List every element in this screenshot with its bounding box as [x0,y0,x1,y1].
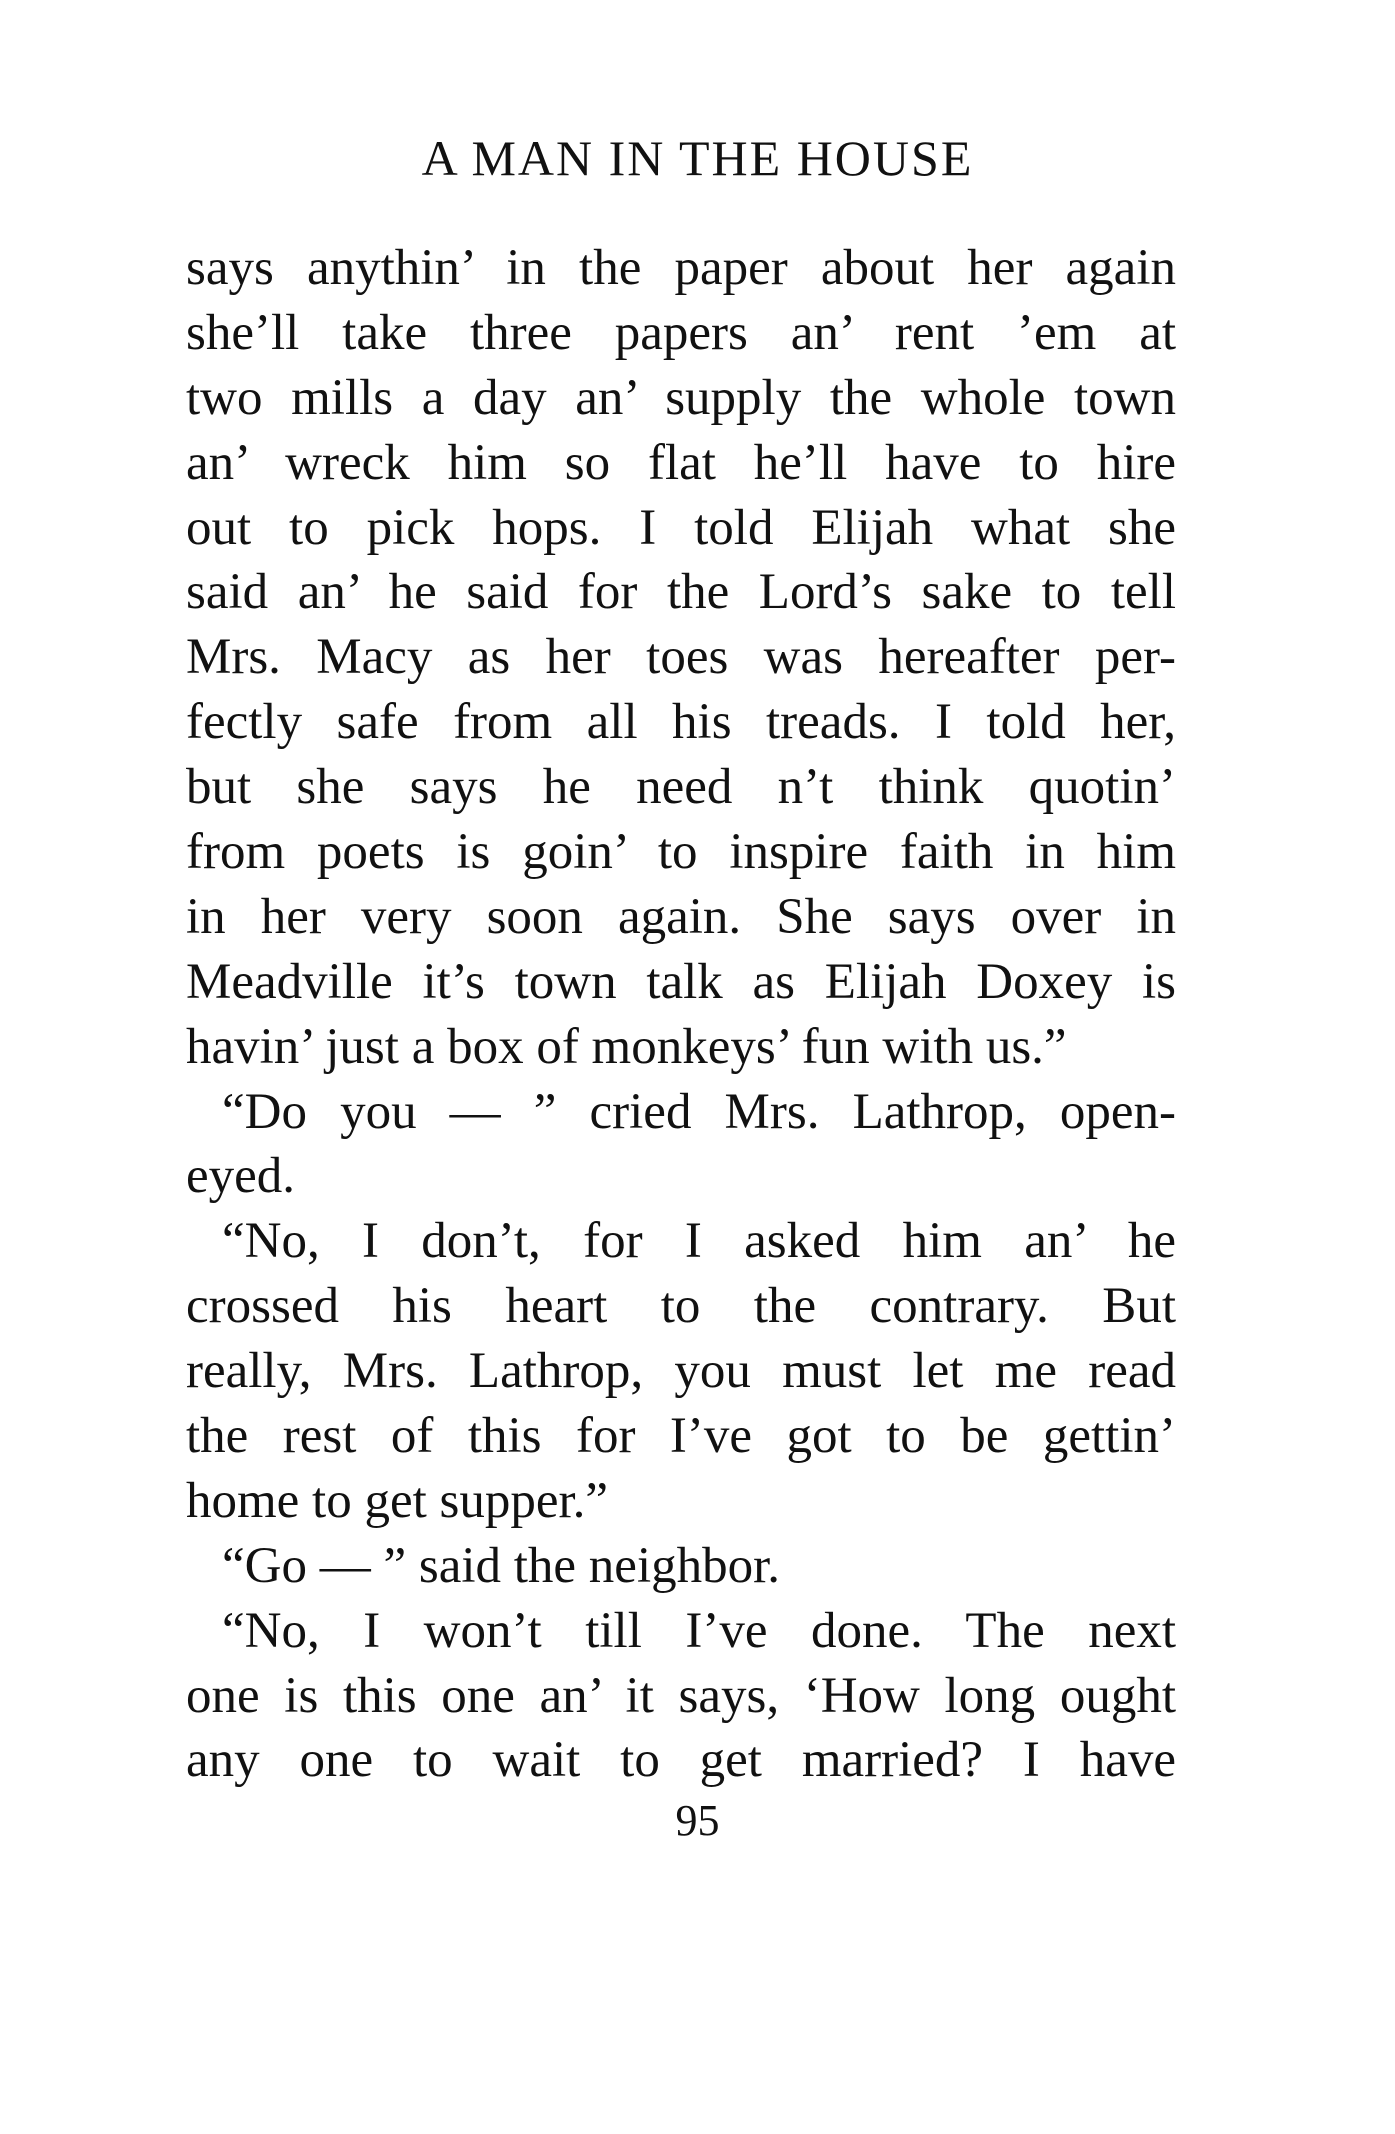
text-line: says anythin’ in the paper about her again [186,240,1176,296]
text-line: crossed his heart to the contrary. But [186,1278,1176,1335]
text-line: “Go — ” said the neighbor. [222,1537,781,1594]
text-line: the rest of this for I’ve got to be gettin’ [186,1408,1176,1465]
text-line: but she says he need n’t think quotin’ [186,759,1176,816]
text-line: fectly safe from all his treads. I told her, [186,694,1176,751]
text-line: “Do you — ” cried Mrs. Lathrop, open- [222,1083,1176,1140]
text-line: an’ wreck him so flat he’ll have to hire [186,434,1176,491]
text-line: said an’ he said for the Lord’s sake to tell [186,564,1176,621]
text-line: from poets is goin’ to inspire faith in him [186,824,1176,881]
text-line: “No, I won’t till I’ve done. The next [222,1602,1176,1659]
text-line: havin’ just a box of monkeys’ fun with us.” [186,1018,1067,1075]
text-line: out to pick hops. I told Elijah what she [186,499,1176,556]
text-line: any one to wait to get married? I have [186,1732,1176,1789]
body-text [186,236,1176,1793]
text-line: Meadville it’s town talk as Elijah Doxey is [186,953,1176,1010]
text-line: two mills a day an’ supply the whole town [186,369,1176,426]
running-head: A MAN IN THE HOUSE [421,130,974,186]
page-number: 95 [675,1796,720,1845]
text-line: eyed. [186,1148,296,1205]
text-line: in her very soon again. She says over in [186,888,1176,945]
text-line: one is this one an’ it says, ‘How long ought [186,1667,1176,1724]
text-line: Mrs. Macy as her toes was hereafter per- [186,629,1176,686]
text-line: “No, I don’t, for I asked him an’ he [222,1213,1176,1270]
text-line: really, Mrs. Lathrop, you must let me read [186,1343,1176,1400]
text-line: she’ll take three papers an’ rent ’em at [186,304,1176,361]
text-line: home to get supper.” [186,1472,609,1529]
